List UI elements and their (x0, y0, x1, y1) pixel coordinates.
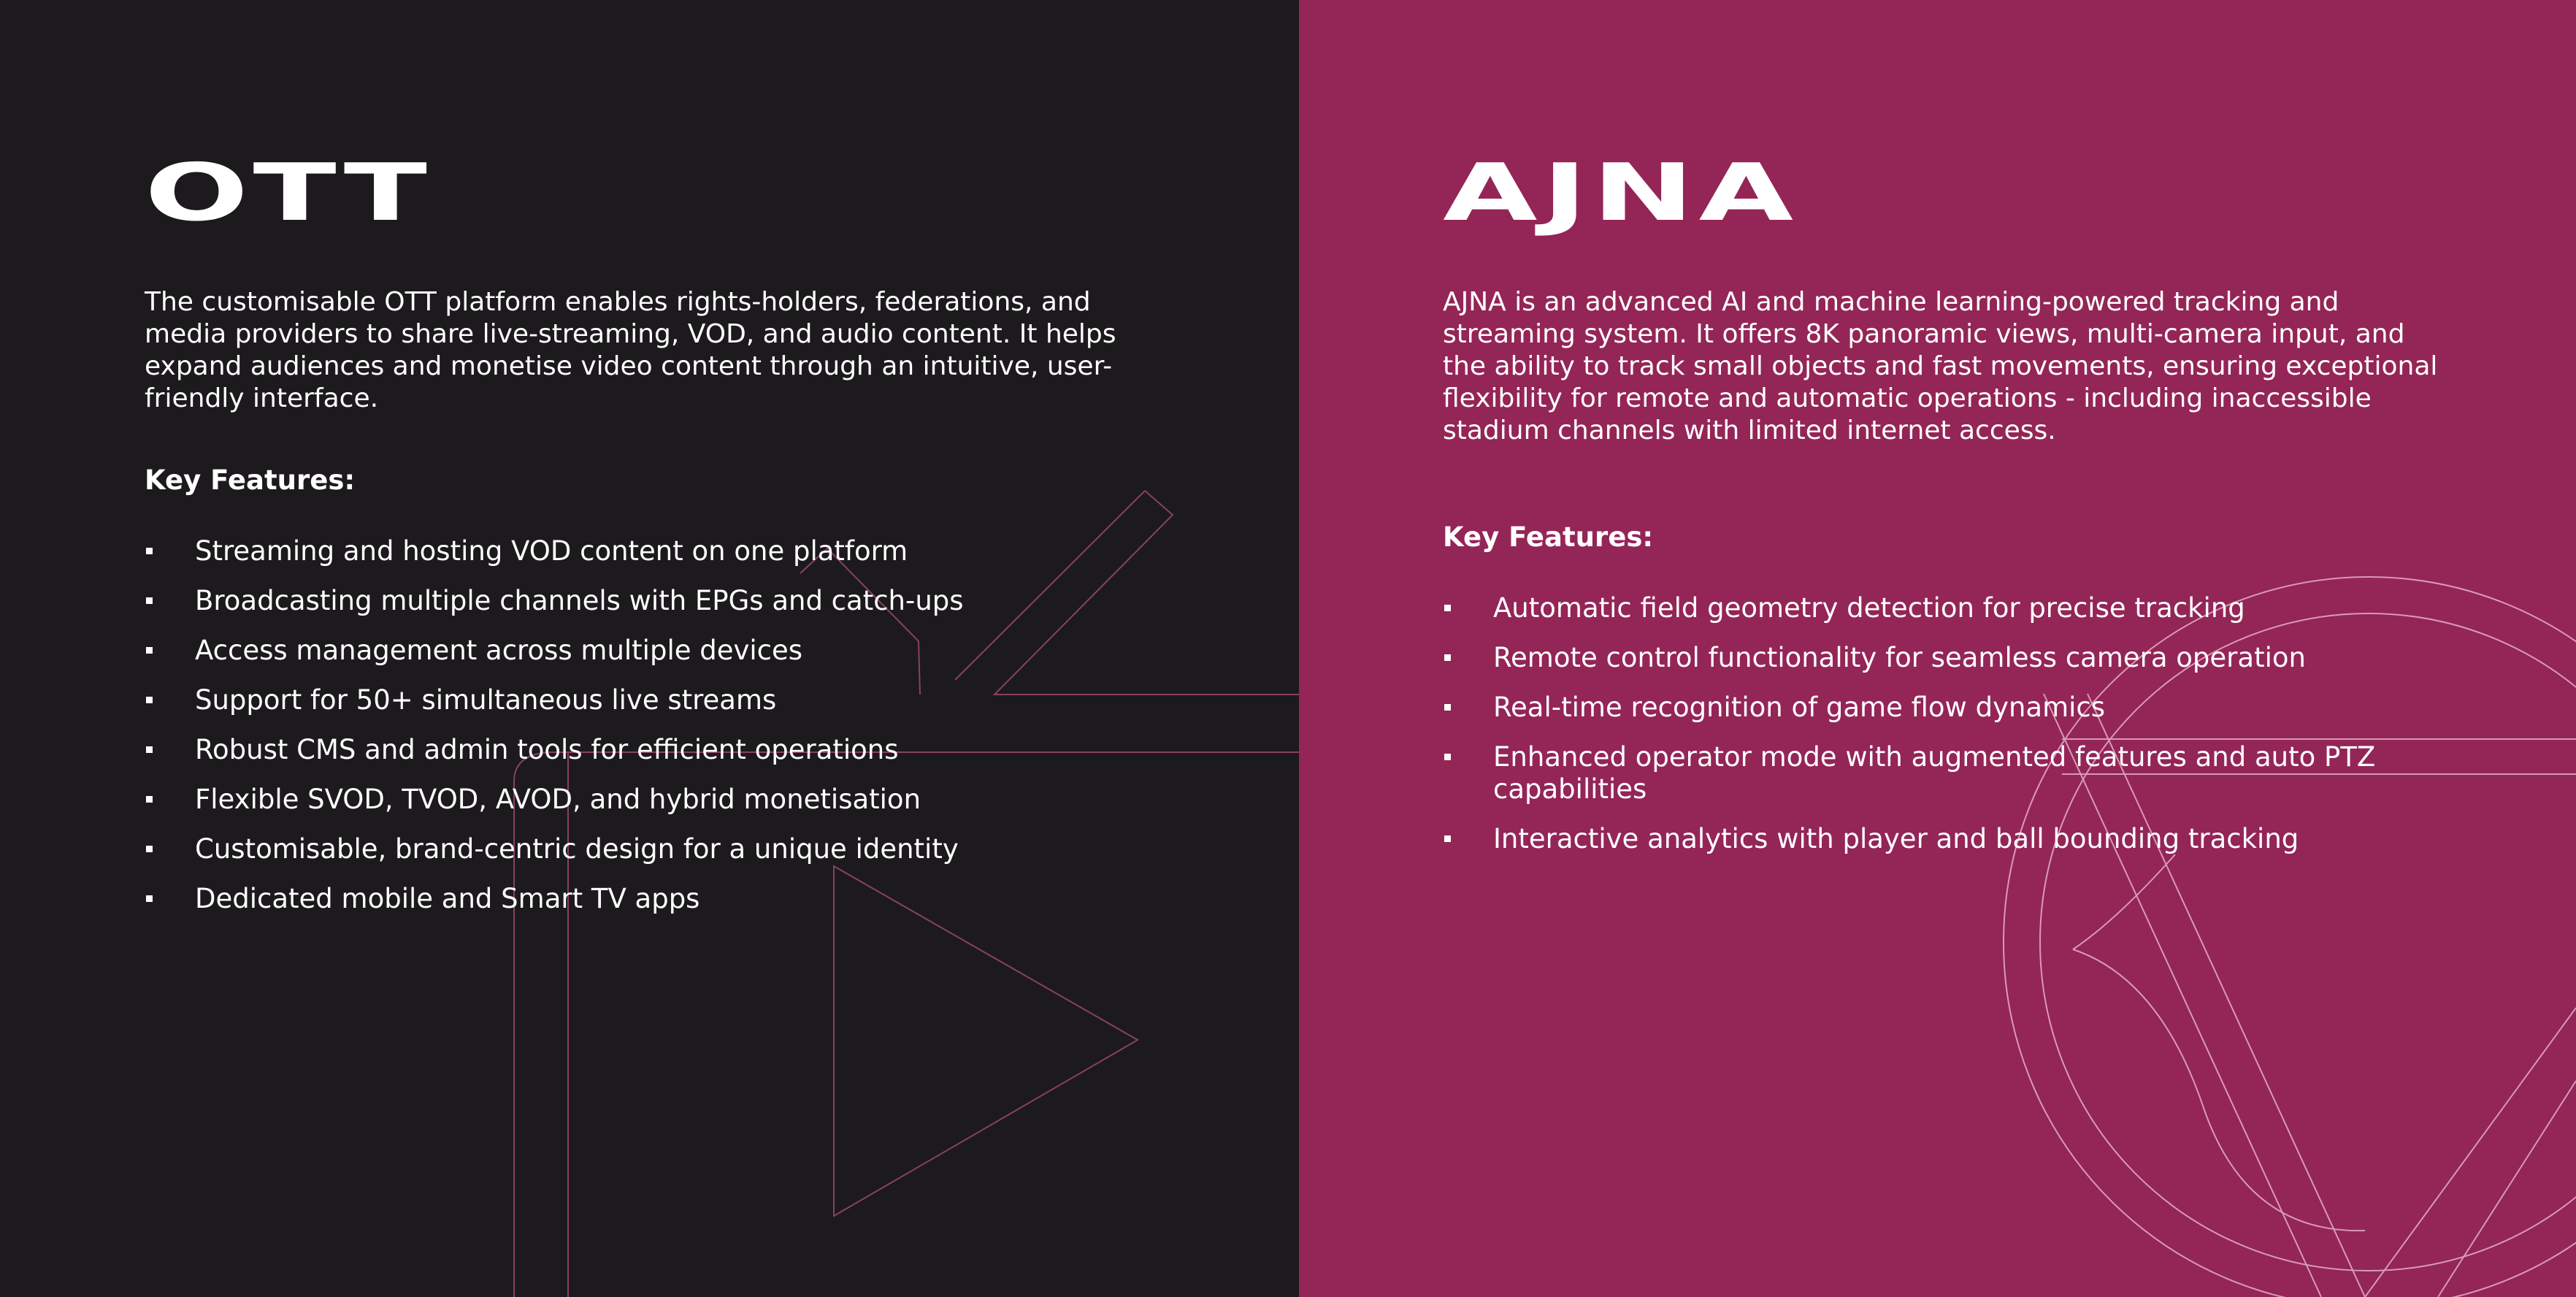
ott-title: OTT (145, 148, 432, 239)
bullet-icon (1444, 835, 1451, 842)
list-item: Dedicated mobile and Smart TV apps (145, 883, 1159, 915)
bullet-icon (146, 895, 153, 902)
ott-key-features-heading: Key Features: (145, 464, 356, 496)
ajna-content (1443, 146, 2480, 873)
bullet-icon (146, 697, 153, 703)
ott-feature-list (145, 535, 1181, 915)
ott-content (145, 146, 1181, 933)
list-item: Customisable, brand-centric design for a unique identity (145, 833, 1159, 865)
list-item: Robust CMS and admin tools for efficient operations (145, 734, 1159, 766)
list-item: Broadcasting multiple channels with EPGs and catch-ups (145, 585, 1159, 617)
list-item: Access management across multiple devices (145, 635, 1159, 667)
ajna-feature-list (1443, 592, 2480, 855)
bullet-icon (146, 746, 153, 753)
bullet-icon (146, 647, 153, 654)
ajna-title: AJNA (1443, 148, 1798, 239)
list-item: Streaming and hosting VOD content on one platform (145, 535, 1159, 567)
bullet-icon (146, 796, 153, 803)
list-item: Enhanced operator mode with augmented features and auto PTZ capabilities (1443, 741, 2435, 806)
ajna-panel (1299, 0, 2576, 1297)
list-item: Interactive analytics with player and ball bounding tracking (1443, 823, 2457, 855)
bullet-icon (1444, 605, 1451, 611)
list-item: Automatic field geometry detection for precise tracking (1443, 592, 2457, 624)
bullet-icon (146, 548, 153, 554)
bullet-icon (1444, 654, 1451, 661)
ajna-key-features-heading: Key Features: (1443, 521, 1654, 553)
list-item: Real-time recognition of game flow dynamics (1443, 692, 2457, 724)
list-item: Remote control functionality for seamless camera operation (1443, 642, 2457, 674)
bullet-icon (146, 597, 153, 604)
list-item: Flexible SVOD, TVOD, AVOD, and hybrid monetisation (145, 784, 1159, 816)
bullet-icon (146, 846, 153, 852)
bullet-icon (1444, 704, 1451, 711)
bullet-icon (1444, 754, 1451, 760)
list-item: Support for 50+ simultaneous live streams (145, 684, 1159, 716)
ott-description: The customisable OTT platform enables rights-holders, federations, and media providers to share live-streaming, VOD, and audio content. It helps expand audiences and monetise video content through an intuitive, user-friendly interface. (145, 287, 1116, 413)
ajna-description: AJNA is an advanced AI and machine learning-powered tracking and streaming system. It offers 8K panoramic views, multi-camera input, and the ability to track small objects and fast movements, ensuring exceptional flexibility for remote and automatic operations - including inaccessible stadium channels with limited internet access. (1443, 287, 2438, 445)
